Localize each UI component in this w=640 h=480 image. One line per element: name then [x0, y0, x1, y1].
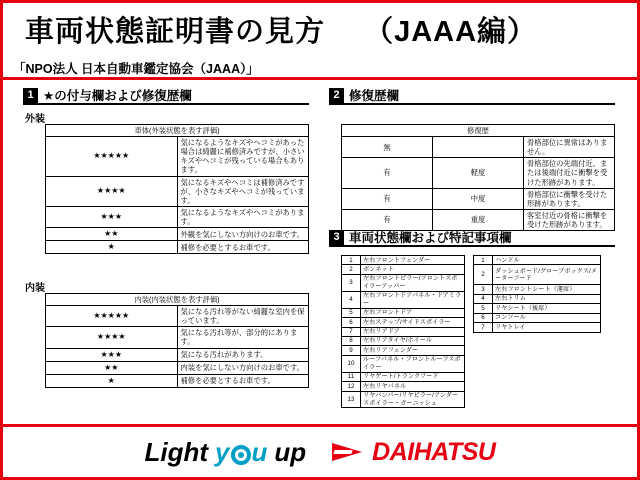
- list-item: [342, 308, 465, 317]
- part-number: 2: [474, 265, 493, 285]
- table-row: [342, 125, 615, 137]
- part-number: 6: [474, 313, 493, 322]
- part-number: 9: [342, 346, 361, 355]
- table-row: [46, 125, 309, 137]
- part-name: 左右フロントドアパネル・ドアミラー: [361, 291, 465, 308]
- table-row: [46, 327, 309, 348]
- star-rating: ★★: [46, 361, 178, 374]
- table-row: [342, 188, 615, 209]
- list-item: [342, 256, 465, 265]
- part-name: 左右リアドア: [361, 327, 465, 336]
- part-name: コンソール: [493, 313, 601, 322]
- list-item: [342, 355, 465, 372]
- list-item: [342, 346, 465, 355]
- star-rating: ★★★: [46, 348, 178, 361]
- parts-list-exterior: [341, 255, 465, 408]
- page-title: [25, 9, 537, 50]
- list-item: [474, 285, 601, 294]
- table-row: [46, 361, 309, 374]
- part-number: 1: [474, 256, 493, 265]
- part-name: ハンドル: [493, 256, 601, 265]
- list-item: [342, 391, 465, 408]
- section-3-header: [329, 228, 512, 246]
- repair-mark: 有: [342, 158, 433, 188]
- part-number: 10: [342, 355, 361, 372]
- table-row: [342, 137, 615, 158]
- part-number: 8: [342, 336, 361, 345]
- section-2-label: 修復歴欄: [349, 89, 400, 103]
- part-name: リヤシート（後席）: [493, 304, 601, 313]
- table-row: [46, 241, 309, 254]
- list-item: [474, 313, 601, 322]
- table-row: [46, 176, 309, 206]
- tagline-y: y: [215, 436, 230, 467]
- daihatsu-mark-icon: [332, 439, 366, 465]
- star-rating: ★★★★: [46, 327, 178, 348]
- list-item: [474, 304, 601, 313]
- part-name: ダッシュボード/グローブボックス/メーターフード: [493, 265, 601, 285]
- star-rating: ★: [46, 374, 178, 387]
- daihatsu-logo: [332, 438, 495, 467]
- section-2-header: [329, 86, 399, 104]
- part-name: 左右フロントフェンダー: [361, 256, 465, 265]
- part-number: 11: [342, 372, 361, 381]
- exterior-table-header: 車体(外装状態を表す評価): [46, 125, 309, 137]
- part-name: ルーフパネル・フロントルーフスポイラー: [361, 355, 465, 372]
- repair-desc: 骨格部位の先端付近、または後端付近に衝撃を受けた形跡があります。: [524, 158, 615, 188]
- list-item: [474, 294, 601, 303]
- part-name: 左右リアタイヤ/ホイール: [361, 336, 465, 345]
- repair-grade: 中度: [433, 188, 524, 209]
- repair-grade: 軽度: [433, 158, 524, 188]
- part-number: 4: [474, 294, 493, 303]
- table-row: [46, 348, 309, 361]
- section-1-label: ★の付与欄および修復歴欄: [43, 89, 192, 103]
- table-row: [342, 158, 615, 188]
- list-item: [474, 265, 601, 285]
- exterior-table: [45, 124, 309, 254]
- part-number: 7: [342, 327, 361, 336]
- daihatsu-wordmark: DAIHATSU: [372, 437, 496, 466]
- section-3-number: 3: [329, 230, 344, 245]
- repair-mark: 無: [342, 137, 433, 158]
- exterior-desc: 気になるようなキズやヘコミがあります。: [177, 206, 309, 227]
- table-row: [46, 294, 309, 306]
- repair-history-table: [341, 124, 615, 231]
- section-2-number: 2: [329, 88, 344, 103]
- star-rating: ★★★: [46, 206, 178, 227]
- table-row: [46, 137, 309, 176]
- parts-list-interior: [473, 255, 601, 333]
- tagline-light: Light: [144, 436, 209, 467]
- list-item: [474, 256, 601, 265]
- part-name: ボンネット: [361, 265, 465, 274]
- list-item: [342, 372, 465, 381]
- list-item: [342, 291, 465, 308]
- table-row: [46, 206, 309, 227]
- repair-desc: 骨格部位に衝撃を受けた形跡があります。: [524, 188, 615, 209]
- part-number: 3: [342, 274, 361, 291]
- part-name: 左右リアフェンダー: [361, 346, 465, 355]
- tagline-u: u: [251, 436, 268, 467]
- exterior-desc: 気になるようなキズやヘコミがあった場合は綺麗に補修済みですが、小さいキズやヘコミが残っている場合もあります。: [177, 137, 309, 176]
- light-you-up-logo: [145, 437, 307, 468]
- star-rating: ★: [46, 241, 178, 254]
- repair-table-header: 修復歴: [342, 125, 615, 137]
- page-subtitle: 「NPO法人 日本自動車鑑定協会（JAAA）」: [13, 62, 259, 76]
- part-number: 5: [342, 308, 361, 317]
- section-3-rule: [329, 245, 615, 247]
- section-1-number: 1: [23, 88, 38, 103]
- interior-desc: 気になる汚れ等が、部分的にあります。: [177, 327, 309, 348]
- exterior-desc: 補修を必要とするお車です。: [177, 241, 309, 254]
- interior-desc: 補修を必要とするお車です。: [177, 374, 309, 387]
- part-number: 1: [342, 256, 361, 265]
- part-name: 左右フロントドア: [361, 308, 465, 317]
- star-rating: ★★★★★: [46, 137, 178, 176]
- interior-table-header: 内装(内装状態を表す評価): [46, 294, 309, 306]
- part-number: 5: [474, 304, 493, 313]
- list-item: [342, 318, 465, 327]
- part-name: 左右リヤパネル: [361, 382, 465, 391]
- list-item: [342, 336, 465, 345]
- tagline-o-icon: [231, 445, 251, 465]
- section-3-label: 車両状態欄および特記事項欄: [349, 231, 512, 245]
- table-row: [46, 374, 309, 387]
- interior-label: 内装: [25, 283, 45, 294]
- tagline-up: up: [274, 436, 307, 467]
- page-title-main: 車両状態証明書の見方: [25, 16, 326, 48]
- part-number: 6: [342, 318, 361, 327]
- repair-mark: 有: [342, 188, 433, 209]
- star-rating: ★★★★★: [46, 306, 178, 327]
- interior-desc: 気になる汚れがあります。: [177, 348, 309, 361]
- exterior-desc: 外観を気にしない方向けのお車です。: [177, 228, 309, 241]
- part-name: リヤトレイ: [493, 323, 601, 332]
- repair-desc: 客室付近の骨格に衝撃を受けた形跡があります。: [524, 209, 615, 230]
- part-number: 12: [342, 382, 361, 391]
- repair-mark: 有: [342, 209, 433, 230]
- part-number: 3: [474, 285, 493, 294]
- interior-desc: 気になる汚れ等がない綺麗な室内を保っています。: [177, 306, 309, 327]
- table-row: [46, 228, 309, 241]
- part-name: リヤバンパー/リヤピラー/アンダースポイラー・ガーニッシュ: [361, 391, 465, 408]
- footer: [3, 427, 637, 477]
- list-item: [342, 382, 465, 391]
- list-item: [342, 274, 465, 291]
- exterior-label: 外装: [25, 114, 45, 125]
- part-name: 左右ステップ/サイドスポイラー: [361, 318, 465, 327]
- table-row: [46, 306, 309, 327]
- part-number: 2: [342, 265, 361, 274]
- part-name: 左右トリム: [493, 294, 601, 303]
- page-title-paren: （JAAA編）: [364, 16, 538, 48]
- repair-grade: [433, 137, 524, 158]
- part-name: リヤゲート/トランクフード: [361, 372, 465, 381]
- list-item: [342, 327, 465, 336]
- part-number: 7: [474, 323, 493, 332]
- section-1-header: [23, 86, 192, 104]
- header-divider: [3, 77, 637, 80]
- part-number: 13: [342, 391, 361, 408]
- list-item: [474, 323, 601, 332]
- part-name: 左右フロントシート（運席）: [493, 285, 601, 294]
- section-2-rule: [329, 103, 615, 105]
- star-rating: ★★: [46, 228, 178, 241]
- interior-desc: 内装を気にしない方向けのお車です。: [177, 361, 309, 374]
- part-number: 4: [342, 291, 361, 308]
- exterior-desc: 気になるキズやヘコミは補修済みですが、小さなキズやヘコミが残っています。: [177, 176, 309, 206]
- section-1-rule: [23, 103, 309, 105]
- repair-desc: 骨格部位に異常はありません。: [524, 137, 615, 158]
- interior-table: [45, 293, 309, 388]
- star-rating: ★★★★: [46, 176, 178, 206]
- list-item: [342, 265, 465, 274]
- part-name: 左右フロントピラー/フロントスポイラーアッパー: [361, 274, 465, 291]
- repair-grade: 重度: [433, 209, 524, 230]
